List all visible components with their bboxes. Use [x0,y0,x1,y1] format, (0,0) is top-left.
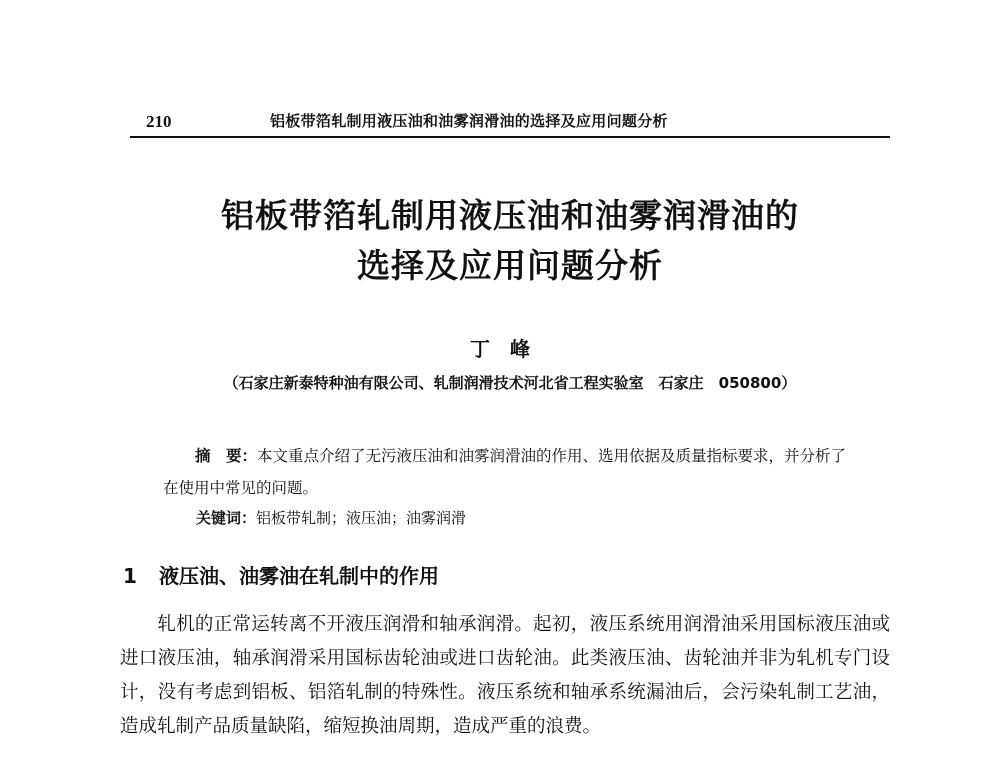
body-paragraph-text: 轧机的正常运转离不开液压润滑和轴承润滑。起初，液压系统用润滑油采用国标液压油或进口液压油，轴承润滑采用国标齿轮油或进口齿轮油。此类液压油、齿轮油并非为轧机专门设计，没有考虑到铝板、铝箔轧制的特殊性。液压系统和轴承系统漏油后，会污染轧制工艺油，造成轧制产品质量缺陷，缩短换油周期，造成严重的浪费。 [120,614,890,737]
abstract-text: 本文重点介绍了无污液压油和油雾润滑油的作用、选用依据及质量指标要求，并分析了在使用中常见的问题。 [163,447,847,497]
keywords-label: 关键词： [196,509,257,527]
author: 丁峰 [470,337,550,361]
article-title-line-2: 选择及应用问题分析 [357,246,663,285]
header-rule [130,136,890,138]
abstract-label: 摘 要： [195,447,258,465]
body-paragraph [120,608,890,744]
affiliation: （石家庄新泰特种油有限公司、轧制润滑技术河北省工程实验室 石家庄 050800） [223,374,797,392]
keywords [196,507,466,528]
section-number: 1 [123,564,137,588]
running-head: 铝板带箔轧制用液压油和油雾润滑油的选择及应用问题分析 [270,112,668,130]
keywords-text: 铝板带轧制；液压油；油雾润滑 [256,509,467,527]
abstract [163,440,853,504]
page-number: 210 [146,112,172,131]
section-heading [123,560,439,589]
section-title: 液压油、油雾油在轧制中的作用 [159,564,439,588]
article-title-line-1: 铝板带箔轧制用液压油和油雾润滑油的 [221,196,799,235]
